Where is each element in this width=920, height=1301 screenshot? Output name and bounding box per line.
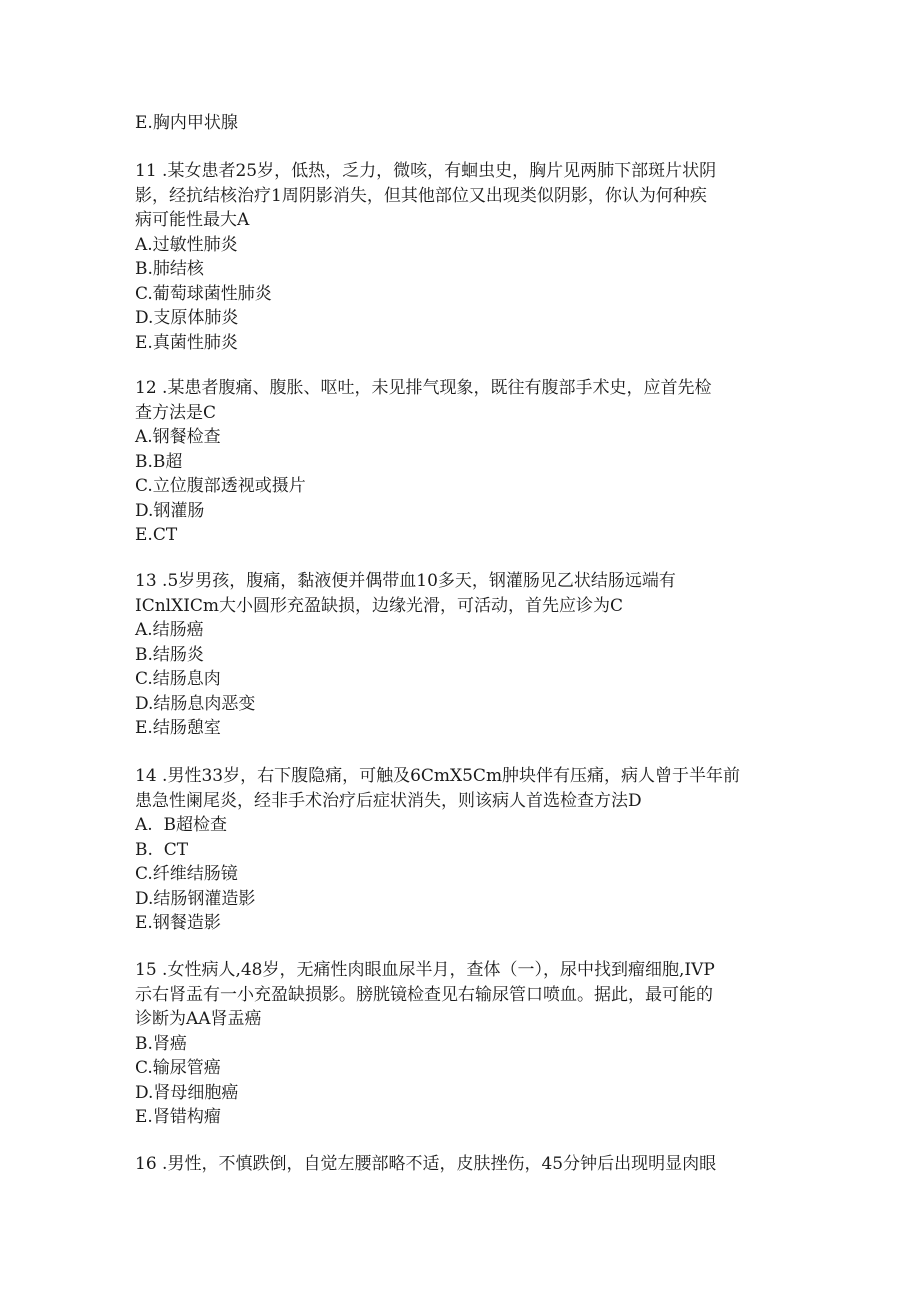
question-stem-line: 13 .5岁男孩，腹痛，黏液便并偶带血10多天，钢灌肠见乙状结肠远端有: [135, 571, 676, 591]
option-line: B.肾癌: [135, 1033, 187, 1054]
question-stem-line: 15 .女性病人,48岁，无痛性肉眼血尿半月，查体（一），尿中找到瘤细胞,IVP: [135, 960, 715, 980]
option-line: E.结肠憩室: [135, 718, 221, 738]
question-13: [135, 569, 785, 741]
question-stem-line: 16 .男性，不慎跌倒，自觉左腰部略不适，皮肤挫伤，45分钟后出现明显肉眼: [135, 1154, 717, 1174]
option-line: E.胸内甲状腺: [135, 113, 238, 133]
question-stem-line: 诊断为AA肾盂癌: [135, 1009, 262, 1029]
question-10-tail: [135, 111, 785, 136]
question-11: [135, 159, 785, 355]
option-line: A. B超检查: [135, 815, 227, 835]
question-stem-line: ICnlXICm大小圆形充盈缺损，边缘光滑，可活动，首先应诊为C: [135, 595, 624, 616]
option-line: E.肾错构瘤: [135, 1107, 221, 1127]
question-stem-line: 影，经抗结核治疗1周阴影消失，但其他部位又出现类似阴影，你认为何种疾: [135, 185, 707, 206]
option-line: D.支原体肺炎: [135, 308, 239, 328]
question-stem-line: 查方法是C: [135, 402, 217, 423]
option-line: B.肺结核: [135, 259, 204, 279]
question-stem-line: 示右肾盂有一小充盈缺损影。膀胱镜检查见右输尿管口喷血。据此，最可能的: [135, 984, 713, 1005]
option-line: D.结肠钢灌造影: [135, 888, 256, 909]
question-14: [135, 764, 785, 936]
question-stem-line: 14 .男性33岁，右下腹隐痛，可触及6CmX5Cm肿块伴有压痛，病人曾于半年前: [135, 766, 741, 786]
option-line: B.结肠炎: [135, 644, 204, 665]
question-stem-line: 12 .某患者腹痛、腹胀、呕吐，未见排气现象，既往有腹部手术史，应首先检: [135, 378, 712, 398]
question-16: [135, 1152, 785, 1177]
question-15: [135, 958, 785, 1130]
option-line: A.结肠癌: [135, 620, 204, 640]
option-line: C.立位腹部透视或摄片: [135, 476, 306, 496]
question-stem-line: 病可能性最大A: [135, 210, 250, 230]
question-stem-line: 11 .某女患者25岁，低热，乏力，微咳，有蛔虫史，胸片见两肺下部斑片状阴: [135, 161, 717, 181]
option-line: C.葡萄球菌性肺炎: [135, 283, 272, 304]
option-line: E.CT: [135, 525, 178, 545]
option-line: D.结肠息肉恶变: [135, 693, 256, 714]
option-line: C.结肠息肉: [135, 669, 221, 689]
option-line: B. CT: [135, 839, 189, 860]
question-stem-line: 患急性阑尾炎，经非手术治疗后症状消失，则该病人首选检查方法D: [135, 790, 642, 811]
question-12: [135, 376, 785, 548]
option-line: A.过敏性肺炎: [135, 234, 238, 255]
option-line: E.钢餐造影: [135, 913, 221, 933]
option-line: C.纤维结肠镜: [135, 864, 238, 884]
option-line: D.钢灌肠: [135, 500, 205, 521]
option-line: D.肾母细胞癌: [135, 1082, 239, 1103]
option-line: A.钢餐检查: [135, 427, 221, 447]
option-line: B.B超: [135, 451, 183, 472]
option-line: C.输尿管癌: [135, 1058, 221, 1078]
option-line: E.真菌性肺炎: [135, 332, 238, 353]
